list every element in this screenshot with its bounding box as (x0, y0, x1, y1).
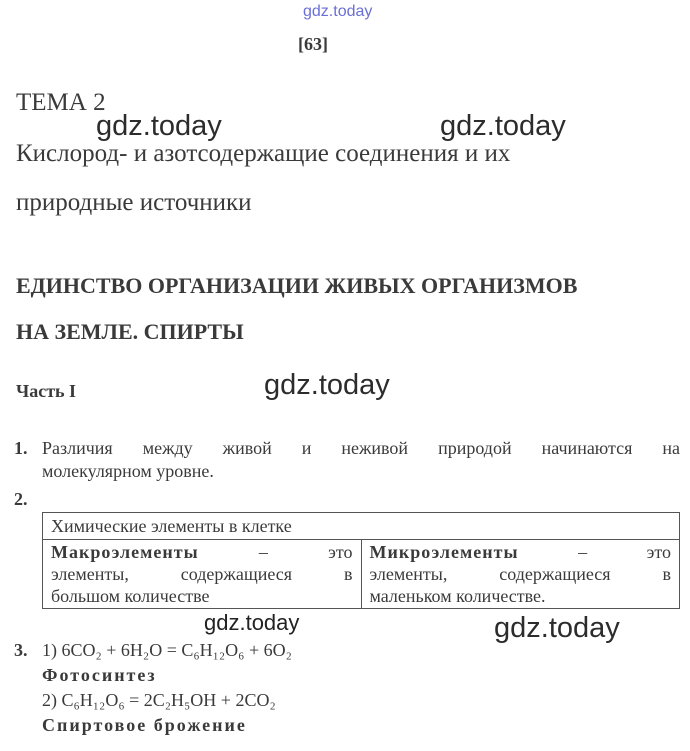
watermark: gdz.today (494, 612, 620, 644)
page-number: [63] (298, 34, 328, 54)
watermark: gdz.today (204, 610, 300, 635)
micro-suffix: – это (578, 542, 672, 562)
item-text-line1: Различия между живой и неживой природой начинаются на (42, 438, 680, 458)
micro-line3: маленьком количестве. (369, 586, 546, 606)
micro-line1 (370, 541, 672, 563)
macro-line3: большом количестве (51, 586, 210, 606)
item-number: 1. (14, 438, 28, 458)
table-header: Химические элементы в клетке (43, 513, 680, 540)
topic-label: ТЕМА 2 (16, 89, 106, 116)
topic-title-line2: природные источники (16, 189, 252, 216)
equation-fermentation: 2) C₆H₁₂O₆ = 2C₂H₅OH + 2CO₂ (42, 690, 276, 710)
equation-photosynthesis: 1) 6CO₂ + 6H₂O = C₆H₁₂O₆ + 6O₂ (42, 640, 292, 660)
watermark-top: gdz.today (303, 3, 373, 20)
macro-suffix: – это (258, 542, 353, 562)
watermark: gdz.today (96, 110, 222, 142)
equation-name-photosynthesis: Фотосинтез (42, 665, 157, 685)
section-heading-line2: НА ЗЕМЛЕ. СПИРТЫ (16, 319, 244, 344)
equation-name-fermentation: Спиртовое брожение (42, 715, 247, 735)
item-text-line2: молекулярном уровне. (42, 461, 214, 481)
item-number: 2. (14, 489, 28, 509)
micro-term: Микроэлементы (369, 542, 519, 562)
macro-cell (43, 540, 362, 609)
macro-term: Макроэлементы (51, 542, 199, 562)
watermark: gdz.today (440, 110, 566, 142)
micro-cell (361, 540, 680, 609)
macro-line1 (51, 541, 353, 563)
section-heading-line1: ЕДИНСТВО ОРГАНИЗАЦИИ ЖИВЫХ ОРГАНИЗМОВ (16, 273, 578, 298)
watermark: gdz.today (264, 369, 390, 401)
topic-title-line1: Кислород- и азотсодержащие соединения и их (16, 140, 511, 167)
part-label: Часть I (16, 381, 77, 401)
macro-line2: элементы, содержащиеся в (51, 564, 353, 584)
elements-table (42, 512, 680, 609)
item-number: 3. (14, 640, 28, 660)
micro-line2: элементы, содержащиеся в (369, 564, 671, 584)
